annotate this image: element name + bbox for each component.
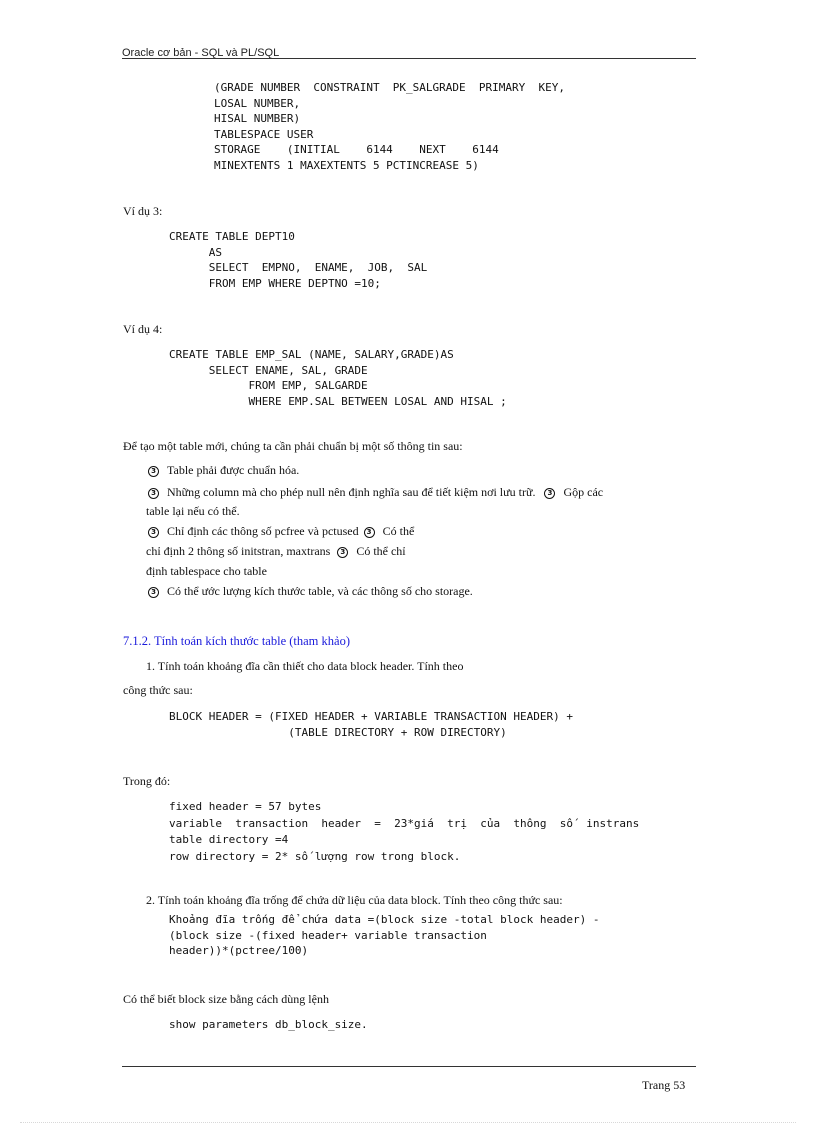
step-2-text: 2. Tính toán khoảng đĩa trống để chứa dữ liệu của data block. Tính theo công thức sau: xyxy=(146,893,563,907)
code-line: STORAGE (INITIAL 6144 NEXT 6144 xyxy=(214,143,499,156)
intro-paragraph: Để tạo một table mới, chúng ta cần phải chuẩn bị một số thông tin sau: xyxy=(123,439,463,453)
where-label: Trong đó: xyxy=(123,774,171,788)
step-1-text-continued: công thức sau: xyxy=(123,683,193,697)
circled-3-icon: 3 xyxy=(148,587,159,598)
bullet-continuation: định tablespace cho table xyxy=(146,564,267,578)
code-line: SELECT EMPNO, ENAME, JOB, SAL xyxy=(169,261,428,274)
code-line: LOSAL NUMBER, xyxy=(214,96,301,110)
section-heading: 7.1.2. Tính toán kích thước table (tham khảo) xyxy=(123,634,350,648)
code-line: (GRADE NUMBER CONSTRAINT PK_SALGRADE PRIMARY KEY, xyxy=(214,81,565,94)
code-block-salgrade xyxy=(214,80,565,173)
bullet-continuation xyxy=(146,544,406,559)
code-line: variable transaction header = 23*giá trị của thông số instrans xyxy=(169,816,640,830)
step-1-text: 1. Tính toán khoảng đĩa cần thiết cho data block header. Tính theo xyxy=(146,659,464,673)
bullet-text: chỉ định 2 thông số initstran, maxtrans xyxy=(146,544,331,558)
code-line: FROM EMP WHERE DEPTNO =10; xyxy=(169,276,381,290)
code-line: BLOCK HEADER = (FIXED HEADER + VARIABLE TRANSACTION HEADER) + xyxy=(169,710,573,723)
circled-3-icon: 3 xyxy=(364,527,375,538)
code-line: Khoảng đĩa trống để chứa data =(block size -total block header) - xyxy=(169,913,600,926)
bullet-text: Chỉ định các thông số pcfree và pctused xyxy=(167,524,359,538)
circled-3-icon: 3 xyxy=(337,547,348,558)
header-rule xyxy=(122,58,696,59)
bullet-text: Table phải được chuẩn hóa. xyxy=(167,463,300,477)
code-block-example-3 xyxy=(169,229,427,291)
code-block-free-space xyxy=(169,912,599,959)
bullet-item xyxy=(148,524,414,539)
code-line: AS xyxy=(169,245,222,259)
bullet-text: Những column mà cho phép null nên định nghĩa sau để tiết kiệm nơi lưu trữ. xyxy=(167,485,536,499)
circled-3-icon: 3 xyxy=(148,466,159,477)
code-line: show parameters db_block_size. xyxy=(169,1018,368,1031)
code-line: fixed header = 57 bytes xyxy=(169,800,322,813)
code-line: HISAL NUMBER) xyxy=(214,112,301,125)
footer-rule xyxy=(122,1066,696,1067)
code-line: header))*(pctree/100) xyxy=(169,944,309,957)
bullet-text: Có thể chỉ xyxy=(356,544,406,558)
bullet-item xyxy=(148,463,299,478)
code-line: table directory =4 xyxy=(169,833,289,846)
circled-3-icon: 3 xyxy=(148,488,159,499)
bullet-text: Có thể xyxy=(382,524,415,538)
code-block-show-parameters xyxy=(169,1017,368,1033)
code-line: WHERE EMP.SAL BETWEEN LOSAL AND HISAL ; xyxy=(169,394,507,408)
circled-3-icon: 3 xyxy=(544,488,555,499)
code-block-example-4 xyxy=(169,347,507,409)
code-line: MINEXTENTS 1 MAXEXTENTS 5 PCTINCREASE 5) xyxy=(214,158,479,172)
code-line: (TABLE DIRECTORY + ROW DIRECTORY) xyxy=(169,725,507,739)
code-block-block-header xyxy=(169,709,573,740)
page-number: Trang 53 xyxy=(642,1078,686,1092)
bullet-text: Gộp các xyxy=(563,485,604,499)
code-line: row directory = 2* số lượng row trong block. xyxy=(169,849,461,863)
running-header: Oracle cơ bản - SQL và PL/SQL xyxy=(122,47,280,59)
bullet-item xyxy=(148,485,603,500)
code-line: CREATE TABLE EMP_SAL (NAME, SALARY,GRADE)AS xyxy=(169,348,454,361)
circled-3-icon: 3 xyxy=(148,527,159,538)
code-line: (block size -(fixed header+ variable transaction xyxy=(169,928,487,942)
bullet-item xyxy=(148,584,473,599)
code-line: FROM EMP, SALGARDE xyxy=(169,379,368,392)
code-line: TABLESPACE USER xyxy=(214,127,314,141)
bullet-text: Có thể ước lượng kích thước table, và các thông số cho storage. xyxy=(167,584,473,598)
code-line: CREATE TABLE DEPT10 xyxy=(169,230,295,243)
block-size-note: Có thể biết block size bằng cách dùng lệnh xyxy=(123,992,329,1006)
code-block-definitions xyxy=(169,799,639,865)
example-3-label: Ví dụ 3: xyxy=(123,204,163,218)
bullet-continuation: table lại nếu có thể. xyxy=(146,504,240,518)
code-line: SELECT ENAME, SAL, GRADE xyxy=(169,363,368,377)
example-4-label: Ví dụ 4: xyxy=(123,322,163,336)
